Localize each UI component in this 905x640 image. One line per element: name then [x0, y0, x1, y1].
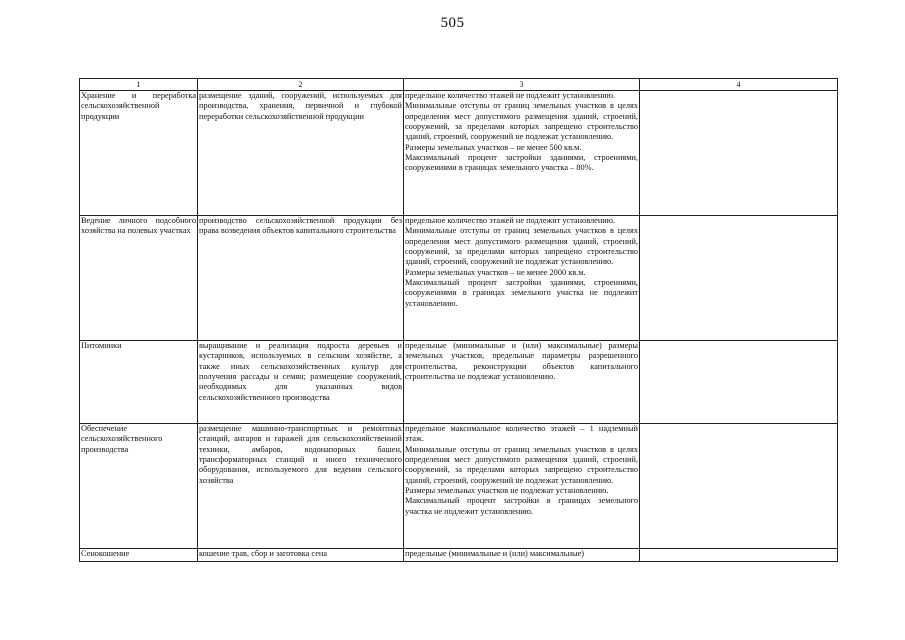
use-type-name: Сенокошение: [80, 549, 198, 562]
parameter-text: предельное количество этажей не подлежит установлению.: [405, 91, 615, 100]
parameter-text: Минимальные отступы от границ земельных участков в целях определения мест допустимого размещения зданий, строений, сооружений, за пределами которых запрещено строительство зданий, строений, сооружений не подлежат установлению.: [405, 444, 638, 485]
column-header-3: 3: [404, 79, 640, 91]
use-type-notes: [640, 216, 838, 341]
parameter-text: Максимальный процент застройки в границах земельного участка не подлежит установлению.: [405, 496, 638, 516]
parameter-text: Минимальные отступы от границ земельных участков в целях определения мест допустимого размещения зданий, строений, сооружений, за пределами которых запрещено строительство зданий, строений, сооружений не подлежат установлению.: [405, 226, 638, 267]
use-type-description: размещение зданий, сооружений, используемых для производства, хранения, первичной и глубокой переработки сельскохозяйственной продукции: [198, 91, 404, 216]
parameter-text: предельное максимальное количество этажей – 1 надземный этаж.: [405, 424, 638, 444]
use-type-description: выращивание и реализация подроста деревьев и кустарников, используемых в сельском хозяйстве, а также иных сельскохозяйственных культур для получения рассады и семян; размещение сооружений, необходимых для указанных видов сельскохозяйственного производства: [198, 341, 404, 424]
use-type-notes: [640, 91, 838, 216]
parameter-text: Размеры земельных участков не подлежат установлению.: [405, 486, 609, 496]
parameter-text: Максимальный процент застройки зданиями, строениями, сооружениями в границах земельного участка – 80%.: [405, 153, 638, 173]
use-type-name: Хранение и переработка сельскохозяйственной продукции: [80, 91, 198, 216]
column-header-2: 2: [198, 79, 404, 91]
use-type-description: производство сельскохозяйственной продукции без права возведения объектов капитального строительства: [198, 216, 404, 341]
use-type-notes: [640, 549, 838, 562]
use-type-parameters: [404, 216, 640, 341]
table-row: [80, 424, 838, 549]
land-use-table: [79, 78, 838, 562]
parameter-text: Размеры земельных участков – не менее 2000 кв.м.: [405, 267, 586, 277]
table-row: [80, 216, 838, 341]
use-type-name: Обеспечение сельскохозяйственного производства: [80, 424, 198, 549]
table-row: [80, 549, 838, 562]
use-type-parameters: [404, 91, 640, 216]
table-row: [80, 341, 838, 424]
header-row: [80, 79, 838, 91]
use-type-parameters: [404, 549, 640, 562]
use-type-name: Питомники: [80, 341, 198, 424]
parameter-text: Размеры земельных участков – не менее 500 кв.м.: [405, 142, 582, 152]
use-type-parameters: [404, 424, 640, 549]
parameter-text: предельные (минимальные и (или) максимальные) размеры земельных участков, предельные параметры разрешенного строительства, реконструкции объектов капитального строительства не подлежат установлению.: [405, 341, 638, 382]
column-header-4: 4: [640, 79, 838, 91]
parameter-text: предельные (минимальные и (или) максимальные): [405, 549, 585, 558]
use-type-parameters: [404, 341, 640, 424]
page-number: 505: [440, 15, 465, 31]
parameter-text: предельное количество этажей не подлежит установлению.: [405, 216, 615, 225]
use-type-description: кошение трав, сбор и заготовка сена: [198, 549, 404, 562]
parameter-text: Минимальные отступы от границ земельных участков в целях определения мест допустимого размещения зданий, строений, сооружений, за пределами которых запрещено строительство зданий, строений, сооружений не подлежат установлению.: [405, 101, 638, 142]
parameter-text: Максимальный процент застройки зданиями, строениями, сооружениями в границах земельного участка не подлежит установлению.: [405, 278, 638, 308]
use-type-name: Ведение личного подсобного хозяйства на полевых участках: [80, 216, 198, 341]
use-type-notes: [640, 341, 838, 424]
table-row: [80, 91, 838, 216]
use-type-description: размещение машинно-транспортных и ремонтных станций, ангаров и гаражей для сельскохозяйственной техники, амбаров, водонапорных башен, трансформаторных станций и иного технического оборудования, используемого для ведения сельского хозяйства: [198, 424, 404, 549]
column-header-1: 1: [80, 79, 198, 91]
use-type-notes: [640, 424, 838, 549]
